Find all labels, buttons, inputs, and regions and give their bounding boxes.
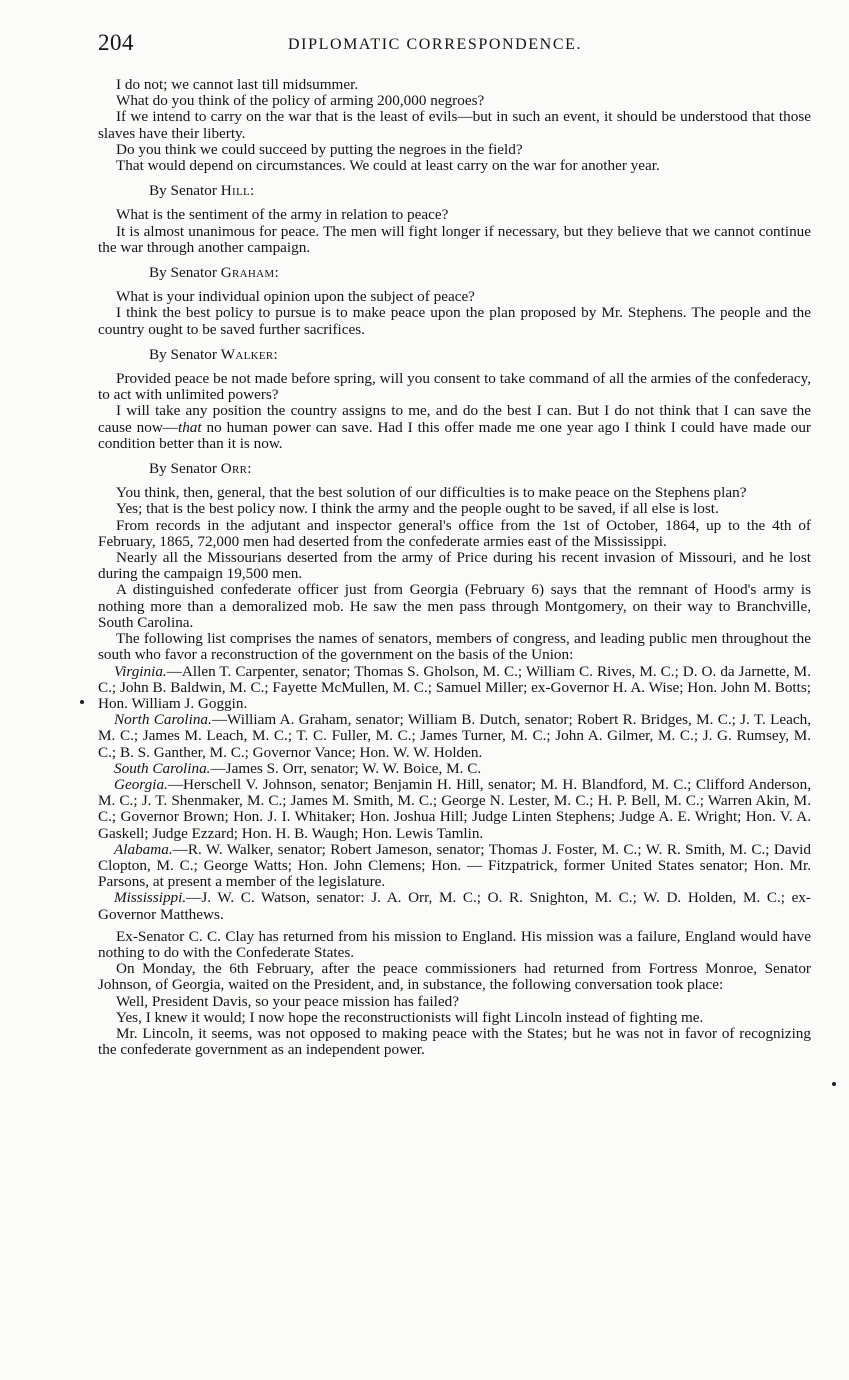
state-list-virginia: [98, 664, 811, 713]
senator-name: Hill: [220, 182, 250, 200]
paragraph: Yes, I knew it would; I now hope the reconstructionists will fight Lincoln instead of fighting me.: [116, 1008, 704, 1026]
page-header: [98, 30, 809, 58]
body-text: [98, 77, 811, 1058]
paragraph: Well, President Davis, so your peace mission has failed?: [116, 992, 459, 1010]
paragraph: Provided peace be not made before spring, will you consent to take command of all the armies of the confederacy, to act with unlimited powers?: [98, 370, 811, 404]
state-name: Virginia.: [114, 662, 167, 680]
state-name: Alabama.: [114, 840, 173, 858]
paragraph: On Monday, the 6th February, after the peace commissioners had returned from Fortress Monroe, Senator Johnson, of Georgia, waited on the President, and, in substance, the following conversation took place:: [98, 960, 811, 994]
paragraph: You think, then, general, that the best solution of our difficulties is to make peace on the Stephens plan?: [116, 484, 747, 502]
margin-dot-right: [832, 1082, 836, 1086]
paragraph: The following list comprises the names of senators, members of congress, and leading public men throughout the south who favor a reconstruction of the government on the basis of the Union:: [98, 630, 811, 664]
state-members: —J. W. C. Watson, senator: J. A. Orr, M. C.; O. R. Snighton, M. C.; W. D. Holden, M. C.; ex-Governor Matthews.: [98, 889, 811, 923]
senator-suffix: :: [247, 460, 252, 478]
paragraph: What is the sentiment of the army in relation to peace?: [116, 206, 449, 224]
paragraph: What do you think of the policy of arming 200,000 negroes?: [116, 92, 485, 110]
senator-heading-hill: [98, 183, 811, 199]
paragraph: Do you think we could succeed by putting the negroes in the field?: [116, 140, 523, 158]
state-name: South Carolina.: [114, 759, 211, 777]
running-head: DIPLOMATIC CORRESPONDENCE.: [288, 36, 583, 53]
paragraph: Nearly all the Missourians deserted from the army of Price during his recent invasion of Missouri, and he lost during the campaign 19,500 men.: [98, 549, 811, 583]
state-members: —William A. Graham, senator; William B. Dutch, senator; Robert R. Bridges, M. C.; J. T. Leach, M. C.; James M. Leach, M. C.; T. C. Fuller, M. C.; James Turner, M. C.; John A. Gilmer, M. C.; J. G. Rumsey, M. C.; B. S. Ganther, M. C.; Governor Vance; Hon. W. W. Holden.: [98, 711, 811, 761]
senator-name: Orr: [220, 460, 248, 478]
paragraph: Mr. Lincoln, it seems, was not opposed to making peace with the States; but he was not in favor of recognizing the confederate government as an independent power.: [98, 1024, 811, 1059]
state-name: Georgia.: [114, 775, 168, 793]
senator-prefix: By Senator: [149, 460, 221, 478]
senator-suffix: :: [250, 182, 255, 200]
senator-heading-graham: [98, 265, 811, 281]
emphasis-text: that: [177, 418, 202, 436]
senator-suffix: :: [274, 264, 279, 282]
margin-dot-left: [80, 700, 84, 704]
paragraph: It is almost unanimous for peace. The men will fight longer if necessary, but they believe that we cannot continue the war through another campaign.: [98, 222, 811, 256]
paragraph: [98, 403, 811, 452]
state-list-north-carolina: [98, 712, 811, 761]
senator-heading-orr: [98, 461, 811, 477]
page-number: 204: [98, 30, 134, 55]
state-members: —Herschell V. Johnson, senator; Benjamin H. Hill, senator; M. H. Blandford, M. C.; Clifford Anderson, M. C.; J. T. Shenmaker, M. C.; James M. Smith, M. C.; George N. Lester, M. C.; H. P. Bell, M. C.; Warren Akin, M. C.; Governor Brown; Hon. J. I. Whitaker; Hon. Joshua Hill; Judge Linten Stephens; Judge A. E. Wright; Hon. V. A. Gaskell; Judge Ezzard; Hon. H. B. Waugh; Hon. Lewis Tamlin.: [98, 775, 811, 842]
state-list-south-carolina: [98, 761, 811, 777]
paragraph: Ex-Senator C. C. Clay has returned from his mission to England. His mission was a failure, England would have nothing to do with the Confederate States.: [98, 927, 811, 961]
senator-heading-walker: [98, 347, 811, 363]
paragraph: From records in the adjutant and inspector general's office from the 1st of October, 1864, up to the 4th of February, 1865, 72,000 men had deserted from the confederate armies east of the Mississippi.: [98, 516, 811, 550]
senator-prefix: By Senator: [149, 182, 221, 200]
senator-prefix: By Senator: [149, 264, 221, 282]
state-members: —James S. Orr, senator; W. W. Boice, M. C.: [210, 759, 482, 777]
paragraph: If we intend to carry on the war that is the least of evils—but in such an event, it should be understood that those slaves have their liberty.: [98, 108, 811, 142]
paragraph: That would depend on circumstances. We could at least carry on the war for another year.: [116, 157, 660, 175]
senator-suffix: :: [273, 345, 278, 363]
state-list-alabama: [98, 842, 811, 891]
state-list-mississippi: [98, 890, 811, 922]
paragraph-text: I will take any position the country assigns to me, and do the best I can. But I do not think that I can save the cause now—: [98, 402, 811, 436]
senator-name: Graham: [220, 264, 275, 282]
state-list-georgia: [98, 777, 811, 842]
paragraph: What is your individual opinion upon the subject of peace?: [116, 288, 475, 306]
paragraph: I do not; we cannot last till midsummer.: [116, 76, 359, 93]
paragraph: A distinguished confederate officer just from Georgia (February 6) says that the remnant of Hood's army is nothing more than a demoralized mob. He saw the men pass through Montgomery, on their way to Branchville, South Carolina.: [98, 581, 811, 631]
senator-prefix: By Senator: [149, 345, 221, 363]
paragraph: Yes; that is the best policy now. I think the army and the people ought to be saved, if all else is lost.: [116, 500, 719, 518]
state-name: North Carolina.: [114, 711, 212, 729]
paragraph: I think the best policy to pursue is to make peace upon the plan proposed by Mr. Stephens. The people and the country ought to be saved further sacrifices.: [98, 304, 811, 338]
senator-name: Walker: [220, 345, 274, 363]
state-members: —Allen T. Carpenter, senator; Thomas S. Gholson, M. C.; William C. Rives, M. C.; D. O. da Jarnette, M. C.; John B. Baldwin, M. C.; Fayette McMullen, M. C.; Samuel Miller; ex-Governor H. A. Wise; Hon. John M. Botts; Hon. William J. Goggin.: [98, 662, 811, 712]
state-members: —R. W. Walker, senator; Robert Jameson, senator; Thomas J. Foster, M. C.; W. R. Smith, M. C.; David Clopton, M. C.; George Watts; Hon. John Clemens; Hon. — Fitzpatrick, former United States senator; Hon. Mr. Parsons, at present a member of the legislature.: [98, 840, 811, 891]
paragraph-text: no human power can save. Had I this offer made me one year ago I think I could have made our condition better than it is now.: [98, 418, 811, 452]
state-name: Mississippi.: [114, 889, 187, 907]
